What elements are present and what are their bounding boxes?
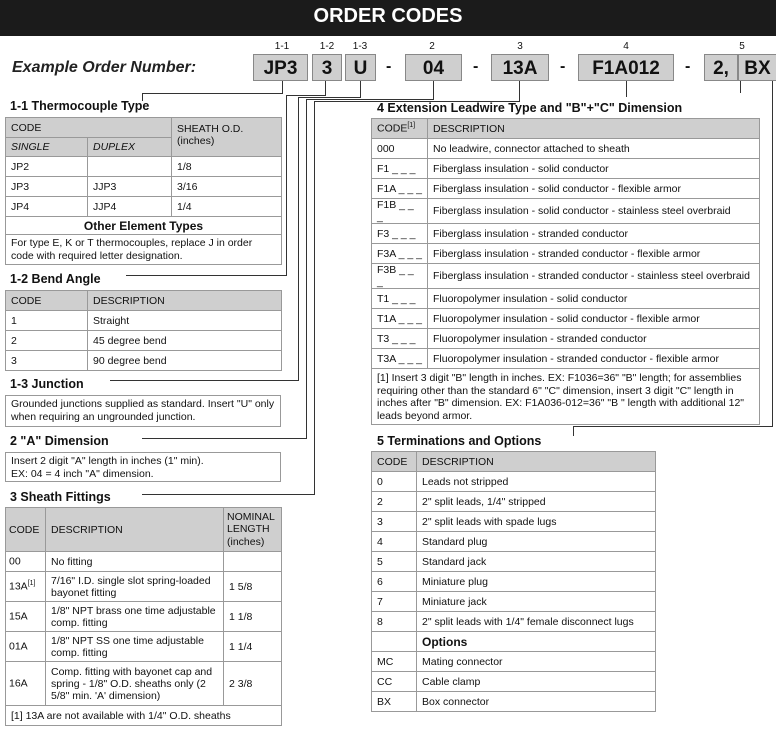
dash-separator: - [685, 58, 691, 75]
dash-separator: - [560, 58, 566, 75]
terminations-table [371, 451, 656, 712]
column-header: DUPLEX [88, 138, 172, 157]
column-header: CODE [6, 291, 88, 311]
table-row: CC Cable clamp [372, 672, 656, 692]
page-title: ORDER CODES [313, 5, 463, 27]
column-header: SHEATH O.D. (inches) [172, 118, 282, 157]
table-row: 6 Miniature plug [372, 572, 656, 592]
column-header: NOMINAL LENGTH (inches) [224, 508, 282, 552]
section-1-2-title: 1-2 Bend Angle [10, 272, 101, 286]
column-header: CODE [372, 452, 417, 472]
segment-code-5: 2, [704, 54, 738, 81]
segment-number: 1-2 [319, 41, 335, 52]
table-row: F1A _ _ _ Fiberglass insulation - solid conductor - flexible armor [372, 179, 760, 199]
table-row: 3 2" split leads with spade lugs [372, 512, 656, 532]
segment-number: 1-3 [352, 41, 368, 52]
segment-number: 2 [429, 41, 435, 52]
table-row: 000 No leadwire, connector attached to sheath [372, 139, 760, 159]
section-1-3-title: 1-3 Junction [10, 377, 84, 391]
header-banner [0, 0, 776, 36]
table-row: F1B _ _ _ Fiberglass insulation - solid conductor - stainless steel overbraid [372, 199, 760, 224]
table-row: 01A 1/8" NPT SS one time adjustable comp. fitting 1 1/4 [6, 632, 282, 662]
options-heading: Options [417, 632, 656, 652]
column-header: CODE [6, 118, 172, 138]
table-row: 2 45 degree bend [6, 331, 282, 351]
column-header: DESCRIPTION [428, 119, 760, 139]
segment-code-2: 04 [405, 54, 462, 81]
segment-code-1-3: U [345, 54, 376, 81]
sheath-fittings-table [5, 507, 282, 726]
table-row: T1 _ _ _ Fluoropolymer insulation - solid conductor [372, 289, 760, 309]
table-row: JP3 JJP3 3/16 [6, 177, 282, 197]
table-row: F3 _ _ _ Fiberglass insulation - stranded conductor [372, 224, 760, 244]
table-row: BX Box connector [372, 692, 656, 712]
sheath-fittings-footnote: [1] 13A are not available with 1/4" O.D. sheaths [6, 706, 282, 726]
table-row: T3 _ _ _ Fluoropolymer insulation - stranded conductor [372, 329, 760, 349]
other-element-types-heading: Other Element Types [6, 217, 282, 235]
leadwire-footnote: [1] Insert 3 digit "B" length in inches. EX: F1036=36" "B" length; for assemblies requiring other than the standard 6" "C" dimension, insert 3 digit "C" length in inches after "B" dimension. EX: F1A036-012=36" "B " length with additional 12" leads beyond armor. [372, 369, 760, 425]
table-row: 1 Straight [6, 311, 282, 331]
column-header: DESCRIPTION [88, 291, 282, 311]
segment-code-4: F1A012 [578, 54, 674, 81]
segment-code-options: BX [738, 54, 776, 81]
bend-angle-table [5, 290, 282, 371]
segment-number: 4 [623, 41, 629, 52]
table-row: 8 2" split leads with 1/4" female disconnect lugs [372, 612, 656, 632]
thermocouple-type-table [5, 117, 282, 265]
dash-separator: - [386, 58, 392, 75]
table-row: 0 Leads not stripped [372, 472, 656, 492]
table-row: JP4 JJP4 1/4 [6, 197, 282, 217]
table-row: JP2 1/8 [6, 157, 282, 177]
table-row: 15A 1/8" NPT brass one time adjustable comp. fitting 1 1/8 [6, 602, 282, 632]
other-element-types-note: For type E, K or T thermocouples, replace J in order code with required letter designation. [6, 235, 282, 265]
dash-separator: - [473, 58, 479, 75]
column-header: DESCRIPTION [46, 508, 224, 552]
table-row: F3A _ _ _ Fiberglass insulation - stranded conductor - flexible armor [372, 244, 760, 264]
example-order-label: Example Order Number: [12, 59, 197, 76]
column-header: SINGLE [6, 138, 88, 157]
table-row: T1A _ _ _ Fluoropolymer insulation - solid conductor - flexible armor [372, 309, 760, 329]
column-header: CODE[1] [372, 119, 428, 139]
column-header: CODE [6, 508, 46, 552]
table-row: 2 2" split leads, 1/4" stripped [372, 492, 656, 512]
segment-code-1-1: JP3 [253, 54, 308, 81]
table-row: F3B _ _ _ Fiberglass insulation - stranded conductor - stainless steel overbraid [372, 264, 760, 289]
table-row: 4 Standard plug [372, 532, 656, 552]
segment-number: 3 [517, 41, 523, 52]
table-row: MC Mating connector [372, 652, 656, 672]
table-row: 13A[1] 7/16" I.D. single slot spring-loaded bayonet fitting 1 5/8 [6, 572, 282, 602]
section-1-1-title: 1-1 Thermocouple Type [10, 99, 150, 113]
segment-number: 1-1 [274, 41, 290, 52]
leadwire-table [371, 118, 760, 425]
table-row: F1 _ _ _ Fiberglass insulation - solid conductor [372, 159, 760, 179]
segment-code-3: 13A [491, 54, 549, 81]
section-4-title: 4 Extension Leadwire Type and "B"+"C" Dimension [377, 101, 683, 115]
table-row: 7 Miniature jack [372, 592, 656, 612]
table-row: T3A _ _ _ Fluoropolymer insulation - stranded conductor - flexible armor [372, 349, 760, 369]
section-3-title: 3 Sheath Fittings [10, 490, 111, 504]
table-row: 3 90 degree bend [6, 351, 282, 371]
column-header: DESCRIPTION [417, 452, 656, 472]
table-row: 5 Standard jack [372, 552, 656, 572]
table-row: 16A Comp. fitting with bayonet cap and spring - 1/8" O.D. sheaths only (2 5/8" min. 'A' dimension) 2 3/8 [6, 662, 282, 706]
segment-code-1-2: 3 [312, 54, 342, 81]
section-5-title: 5 Terminations and Options [377, 434, 542, 448]
section-2-title: 2 "A" Dimension [10, 434, 109, 448]
a-dimension-note: Insert 2 digit "A" length in inches (1" min). EX: 04 = 4 inch "A" dimension. [5, 452, 281, 482]
segment-number: 5 [739, 41, 745, 52]
table-row: 00 No fitting [6, 552, 282, 572]
junction-note: Grounded junctions supplied as standard. Insert "U" only when requiring an ungrounded junction. [5, 395, 281, 427]
